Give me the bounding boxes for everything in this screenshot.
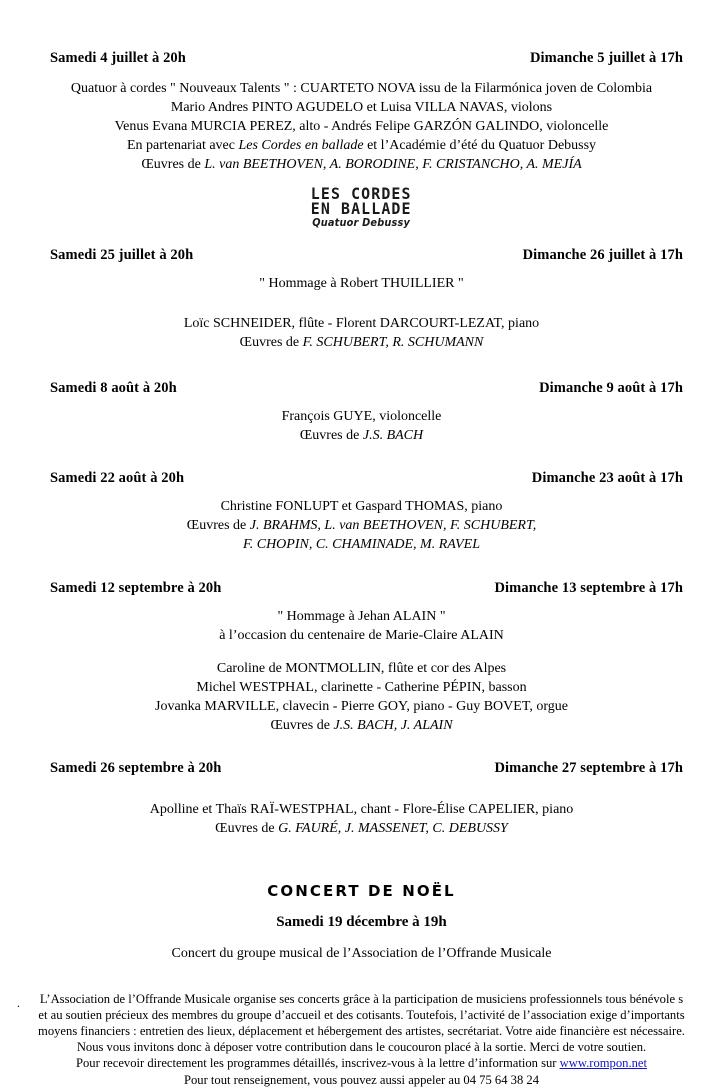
concert-4-date-right: Dimanche 23 août à 17h [531,469,683,486]
concert-1-partner-prefix: En partenariat avec [126,138,239,153]
footer-line-5 [12,1055,711,1071]
concert-4-date-row [0,470,723,487]
footer-paragraph [0,991,723,1088]
footer-line-1: L’Association de l’Offrande Musicale organise ses concerts grâce à la participation de musiciens professionnels tous bénévole s [39,991,684,1006]
footer-line-2: et au soutien précieux des membres du groupe d’accueil et des cotisants. Toutefois, l’activité de l’association exige d’importants [38,1007,685,1022]
concert-block-3 [0,380,723,445]
footer-line-6: Pour tout renseignement, vous pouvez aussi appeler au 04 75 64 38 24 [183,1072,539,1087]
concert-6-works-prefix: Œuvres de [215,820,279,836]
concert-1-date-row [0,50,723,67]
concert-block-6 [0,760,723,838]
concert-1-line-3: Venus Evana MURCIA PEREZ, alto - Andrés Felipe GARZÓN GALINDO, violoncelle [114,119,609,134]
concert-5-title-line: " Hommage à Jehan ALAIN " [277,608,446,624]
noel-subtitle: Concert du groupe musical de l’Association de l’Offrande Musicale [171,945,552,961]
concert-2-works-prefix: Œuvres de [239,334,303,350]
concert-5-works-prefix: Œuvres de [270,717,334,733]
cordes-en-ballade-logo [0,186,723,229]
concert-1-partner-line [0,136,723,155]
noel-date: Samedi 19 décembre à 19h [276,913,447,930]
logo-line-1: LES CORDES [311,184,412,203]
concert-1-date-left: Samedi 4 juillet à 20h [50,50,186,66]
concert-block-5 [0,580,723,735]
concert-1-works-italic: L. van BEETHOVEN, A. BORODINE, F. CRISTANCHO, A. MEJÍA [204,157,582,172]
logo-line-3: Quatuor Debussy [312,217,411,229]
concert-block-4 [0,470,723,554]
footer-line-5-prefix: Pour recevoir directement les programmes détaillés, inscrivez-vous à la lettre d’information sur [76,1056,560,1071]
concert-2-date-left: Samedi 25 juillet à 20h [50,246,194,263]
concert-1-partner-italic: Les Cordes en ballade [238,138,364,153]
concert-6-line-1: Apolline et Thaïs RAÏ-WESTPHAL, chant - Flore-Élise CAPELIER, piano [149,801,574,817]
concert-2-title-line: " Hommage à Robert THUILLIER " [259,275,464,291]
concert-6-date-right: Dimanche 27 septembre à 17h [494,759,683,776]
concert-5-works-line [0,716,723,735]
concert-5-line-1: Caroline de MONTMOLLIN, flûte et cor des Alpes [216,660,507,676]
concert-3-date-left: Samedi 8 août à 20h [50,379,177,396]
concert-block-1 [0,50,723,174]
concert-1-works-prefix: Œuvres de [141,157,205,172]
concert-4-works-line [0,516,723,535]
logo-line-2: EN BALLADE [311,199,412,218]
concert-3-works-italic: J.S. BACH [362,427,424,443]
concert-1-line-2: Mario Andres PINTO AGUDELO et Luisa VILLA NAVAS, violons [170,100,553,115]
concert-4-works-italic: J. BRAHMS, L. van BEETHOVEN, F. SCHUBERT, [249,517,537,533]
concert-block-2 [0,247,723,352]
concert-6-details [0,800,723,838]
concert-4-line-1: Christine FONLUPT et Gaspard THOMAS, piano [220,498,503,514]
concert-3-line-1: François GUYE, violoncelle [281,408,442,424]
concert-6-works-line [0,819,723,838]
concert-1-details [0,79,723,174]
concert-2-works-line [0,333,723,352]
concert-1-date-right: Dimanche 5 juillet à 17h [529,50,683,66]
concert-5-date-right: Dimanche 13 septembre à 17h [494,579,683,596]
concert-4-details [0,497,723,554]
concert-2-date-right: Dimanche 26 juillet à 17h [522,246,683,263]
concert-6-date-left: Samedi 26 septembre à 20h [50,759,222,776]
concert-6-works-italic: G. FAURÉ, J. MASSENET, C. DEBUSSY [278,820,508,836]
concert-6-date-row [0,760,723,777]
concert-3-works-prefix: Œuvres de [299,427,363,443]
concert-5-line-2: Michel WESTPHAL, clarinette - Catherine PÉPIN, basson [196,679,527,695]
concert-1-works-line [0,155,723,174]
footer-line-3: moyens financiers : entretien des lieux, déplacement et hébergement des artistes, secrétariat. Votre aide financière est nécessaire. [38,1023,685,1038]
concert-5-works-italic: J.S. BACH, J. ALAIN [333,717,453,733]
concert-4-works-prefix: Œuvres de [186,517,250,533]
concert-3-date-row [0,380,723,397]
concert-5-line-3: Jovanka MARVILLE, clavecin - Pierre GOY, piano - Guy BOVET, orgue [155,698,568,714]
concert-2-works-italic: F. SCHUBERT, R. SCHUMANN [302,334,484,350]
concert-5-subtitle-line: à l’occasion du centenaire de Marie-Claire ALAIN [219,627,504,643]
concert-3-works-line [0,426,723,445]
concert-2-date-row [0,247,723,264]
concert-5-details [0,607,723,735]
concert-5-date-left: Samedi 12 septembre à 20h [50,579,222,596]
noel-title: CONCERT DE NOËL [267,881,456,900]
concert-5-date-row [0,580,723,597]
concert-1-line-1: Quatuor à cordes " Nouveaux Talents " : CUARTETO NOVA issu de la Filarmónica joven de Colombia [70,81,653,96]
concert-4-date-left: Samedi 22 août à 20h [50,469,185,486]
footer-line-4: Nous vous invitons donc à déposer votre contribution dans le coucouron placé à la sortie. Merci de votre soutien. [76,1040,647,1055]
trailing-dot: . [17,996,20,1010]
concert-3-date-right: Dimanche 9 août à 17h [539,379,683,396]
concert-2-line-1: Loïc SCHNEIDER, flûte - Florent DARCOURT-LEZAT, piano [183,315,540,331]
concert-1-partner-suffix: et l’Académie d’été du Quatuor Debussy [363,138,597,153]
rompon-website-link[interactable]: www.rompon.net [559,1056,647,1071]
noel-section [0,882,723,962]
concert-2-details [0,274,723,352]
concert-4-works-line-2: F. CHOPIN, C. CHAMINADE, M. RAVEL [242,536,481,552]
concert-3-details [0,407,723,445]
